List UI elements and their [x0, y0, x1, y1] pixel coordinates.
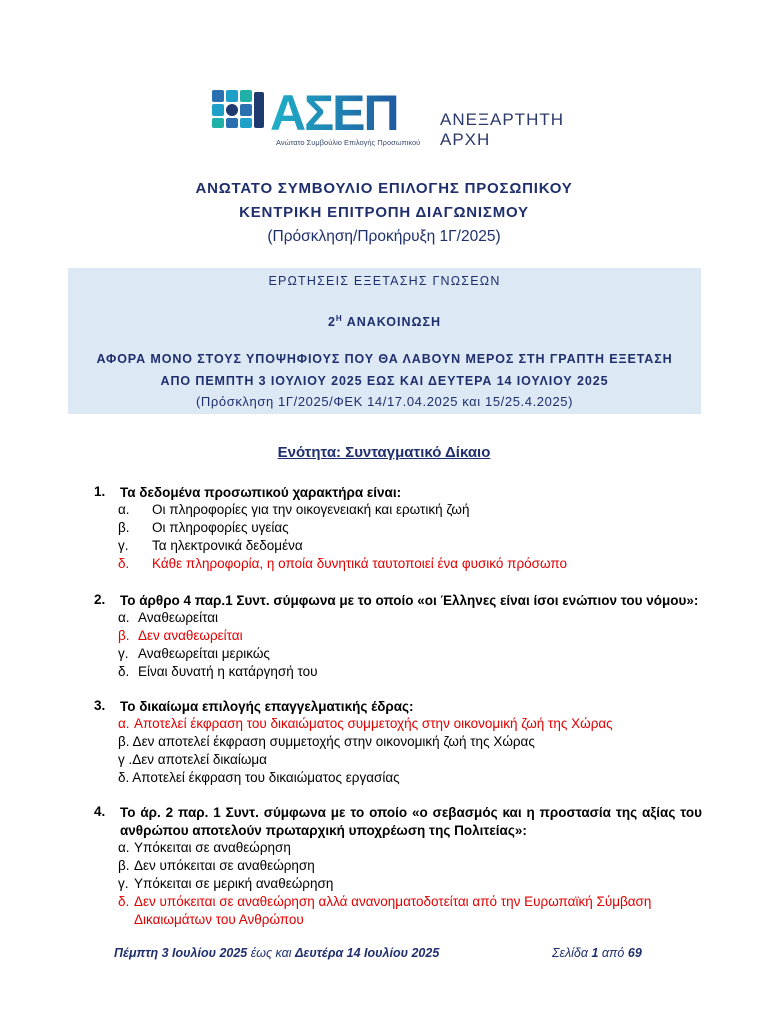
asep-wordmark [266, 86, 436, 134]
banner-title: ΕΡΩΤΗΣΕΙΣ ΕΞΕΤΑΣΗΣ ΓΝΩΣΕΩΝ [268, 274, 501, 288]
footer-date-range: Πέμπτη 3 Ιουλίου 2025 έως και Δευτέρα 14 Ιουλίου 2025 [114, 946, 440, 960]
option-2b-correct: β. Δεν αναθεωρείται [118, 628, 243, 643]
asep-mark-icon [210, 88, 266, 130]
option-1b: β. Οι πληροφορίες υγείας [118, 520, 289, 535]
option-4d-continuation: Δικαιωμάτων του Ανθρώπου [134, 912, 304, 927]
banner-line-5: (Πρόσκληση 1Γ/2025/ΦΕΚ 14/17.04.2025 και 15/25.4.2025) [195, 394, 574, 409]
section-title: Ενότητα: Συνταγματικό Δίκαιο [277, 444, 491, 461]
logo-side-text: ΑΝΕΞΑΡΤΗΤΗ ΑΡΧΗ [440, 110, 565, 149]
question-text: Το άρθρο 4 παρ.1 Συντ. σύμφωνα με το οποίο «οι Έλληνες είναι ίσοι ενώπιον του νόμου»: [120, 593, 699, 608]
banner-line-3: ΑΦΟΡΑ ΜΟΝΟ ΣΤΟΥΣ ΥΠΟΨΗΦΙΟΥΣ ΠΟΥ ΘΑ ΛΑΒΟΥΝ ΜΕΡΟΣ ΣΤΗ ΓΡΑΠΤΗ ΕΞΕΤΑΣΗ [96, 352, 673, 366]
svg-text:ΑΣΕΠ: ΑΣΕΠ [270, 86, 398, 134]
question-text: Τα δεδομένα προσωπικού χαρακτήρα είναι: [120, 485, 402, 500]
option-4b: β. Δεν υπόκειται σε αναθεώρηση [118, 858, 315, 873]
asep-logo [210, 86, 565, 152]
page-number: Σελίδα 1 από 69 [552, 946, 642, 960]
option-1a: α. Οι πληροφορίες για την οικογενειακή και ερωτική ζωή [118, 502, 470, 517]
option-2a: α. Αναθεωρείται [118, 610, 219, 625]
banner-announcement: $2^H$ ΑΝΑΚΟΙΝΩΣΗ [327, 314, 442, 330]
option-1c: γ. Τα ηλεκτρονικά δεδομένα [118, 538, 303, 553]
option-3c: γ .Δεν αποτελεί δικαίωμα [118, 752, 267, 767]
header-line-1: ΑΝΩΤΑΤΟ ΣΥΜΒΟΥΛΙΟ ΕΠΙΛΟΓΗΣ ΠΡΟΣΩΠΙΚΟΥ [195, 180, 573, 197]
option-2c: γ. Αναθεωρείται μερικώς [118, 646, 270, 661]
option-3d: δ. Αποτελεί έκφραση του δικαιώματος εργασίας [118, 770, 400, 785]
logo-subtitle: Ανώτατο Συμβούλιο Επιλογής Προσωπικού [276, 138, 421, 147]
option-3b: β. Δεν αποτελεί έκφραση συμμετοχής στην οικονομική ζωή της Χώρας [118, 734, 535, 749]
banner-line-4: ΑΠΟ ΠΕΜΠΤΗ 3 ΙΟΥΛΙΟΥ 2025 ΕΩΣ ΚΑΙ ΔΕΥΤΕΡΑ 14 ΙΟΥΛΙΟΥ 2025 [160, 374, 609, 388]
header-line-3: (Πρόσκληση/Προκήρυξη 1Γ/2025) [267, 228, 501, 245]
option-4d-correct: δ. Δεν υπόκειται σε αναθεώρηση αλλά ανανοηματοδοτείται από την Ευρωπαϊκή Σύμβαση [118, 894, 652, 909]
option-3a-correct: α. Αποτελεί έκφραση του δικαιώματος συμμετοχής στην οικονομική ζωή της Χώρας [118, 716, 613, 731]
announcement-banner [68, 268, 701, 414]
question-text: Το δικαίωμα επιλογής επαγγελματικής έδρας: [120, 699, 414, 714]
option-4c: γ. Υπόκειται σε μερική αναθεώρηση [118, 876, 334, 891]
option-4a: α. Υπόκειται σε αναθεώρηση [118, 840, 291, 855]
option-2d: δ. Είναι δυνατή η κατάργησή του [118, 664, 318, 679]
option-1d-correct: δ. Κάθε πληροφορία, η οποία δυνητικά ταυτοποιεί ένα φυσικό πρόσωπο [118, 556, 567, 571]
question-text: Το άρ. 2 παρ. 1 Συντ. σύμφωνα με το οποίο «ο σεβασμός και η προστασία της αξίας του ανθρώπου αποτελούν πρωταρχική υποχρέωση της Πολιτείας»: [120, 805, 702, 838]
header-line-2: ΚΕΝΤΡΙΚΗ ΕΠΙΤΡΟΠΗ ΔΙΑΓΩΝΙΣΜΟΥ [239, 204, 529, 221]
